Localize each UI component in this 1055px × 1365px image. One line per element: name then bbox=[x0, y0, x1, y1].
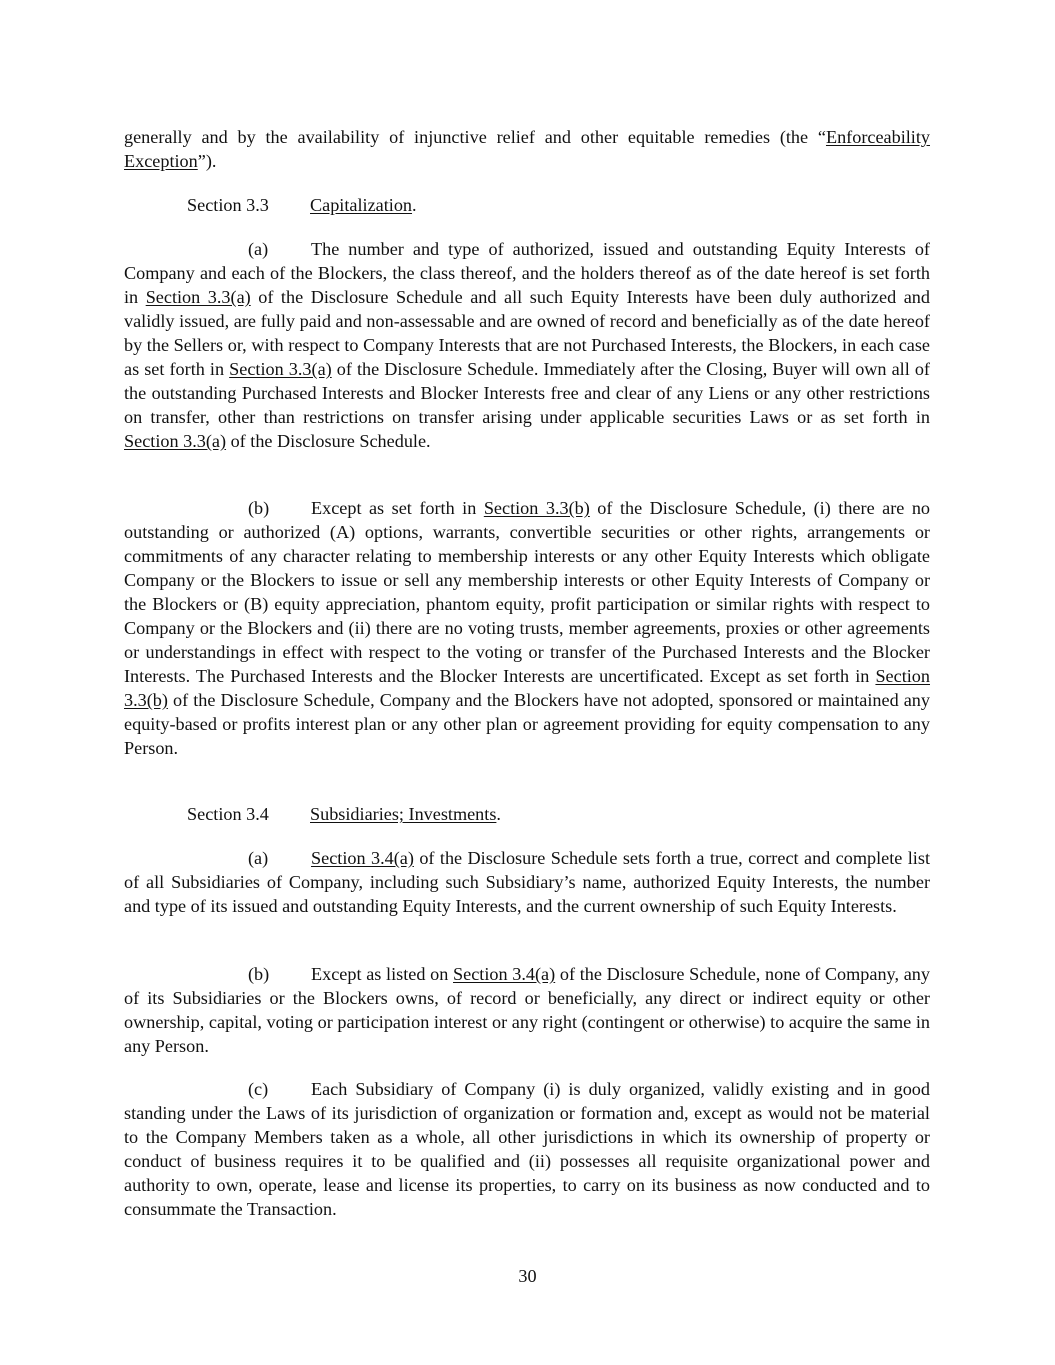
section-3-3-heading bbox=[187, 193, 417, 217]
paragraph-3-3-a bbox=[124, 237, 930, 453]
cross-reference: Section 3.4(a) bbox=[453, 964, 556, 984]
cross-reference: Section 3.3(b) bbox=[124, 666, 930, 710]
clause-label: (a) bbox=[248, 239, 269, 259]
text-run: . bbox=[412, 195, 417, 215]
text-run: of the Disclosure Schedule and all such Equity Interests have been duly authorized and validly issued, are fully paid and non-assessable and are owned of record and beneficially as of the date hereof by the Sellers or, with respect to Company Interests that are not Purchased Interests, the Blockers, in each case as set forth in bbox=[124, 287, 930, 379]
defined-term: Enforceability Exception bbox=[124, 127, 930, 171]
paragraph-3-4-a bbox=[124, 846, 930, 918]
paragraph-3-4-b bbox=[124, 962, 930, 1058]
text-run: . bbox=[496, 804, 501, 824]
clause-label: (a) bbox=[248, 848, 269, 868]
section-title: Capitalization bbox=[310, 195, 413, 215]
cross-reference: Section 3.3(a) bbox=[124, 431, 227, 451]
intro-paragraph bbox=[124, 125, 930, 173]
text-run: ”). bbox=[197, 151, 217, 171]
text-run: of the Disclosure Schedule, none of Company, any of its Subsidiaries or the Blockers owns, of record or beneficially, any direct or indirect equity or other ownership, capital, voting or participation interest or any right (contingent or otherwise) to acquire the same in any Person. bbox=[124, 964, 930, 1056]
cross-reference: Section 3.3(a) bbox=[145, 287, 251, 307]
text-run: of the Disclosure Schedule, (i) there are no outstanding or authorized (A) options, warrants, convertible securities or other rights, arrangements or commitments of any character relating to membership interests or any other Equity Interests which obligate Company or the Blockers to issue or sell any membership interests or other Equity Interests of Company or the Blockers or (B) equity appreciation, phantom equity, profit participation or similar rights with respect to Company or the Blockers and (ii) there are no voting trusts, member agreements, proxies or other agreements or understandings in effect with respect to the voting or transfer of the Purchased Interests and the Blocker Interests. The Purchased Interests and the Blocker Interests are uncertificated. Except as set forth in bbox=[124, 498, 931, 686]
section-number: Section 3.4 bbox=[187, 804, 269, 824]
paragraph-3-4-c bbox=[124, 1077, 930, 1221]
cross-reference: Section 3.3(b) bbox=[483, 498, 590, 518]
cross-reference: Section 3.4(a) bbox=[311, 848, 414, 868]
clause-label: (b) bbox=[248, 964, 270, 984]
cross-reference: Section 3.3(a) bbox=[229, 359, 332, 379]
clause-label: (b) bbox=[248, 498, 270, 518]
section-3-4-heading bbox=[187, 802, 501, 826]
text-run: Except as listed on bbox=[311, 964, 454, 984]
paragraph-3-3-b bbox=[124, 496, 930, 760]
text-run: generally and by the availability of injunctive relief and other equitable remedies (the “ bbox=[124, 127, 826, 147]
text-run: of the Disclosure Schedule. bbox=[226, 431, 431, 451]
text-run: Each Subsidiary of Company (i) is duly organized, validly existing and in good standing under the Laws of its jurisdiction of organization or formation and, except as would not be material to the Company Members taken as a whole, all other jurisdictions in which its ownership of property or conduct of business requires it to be qualified and (ii) possesses all requisite organizational power and authority to own, operate, lease and license its properties, to carry on its business as now conducted and to consummate the Transaction. bbox=[124, 1079, 930, 1219]
text-run: Except as set forth in bbox=[311, 498, 484, 518]
text-run: of the Disclosure Schedule. Immediately after the Closing, Buyer will own all of the outstanding Purchased Interests and Blocker Interests free and clear of any Liens or any other restrictions on transfer, other than restrictions on transfer arising under applicable securities Laws or as set forth in bbox=[124, 359, 930, 427]
text-run: The number and type of authorized, issued and outstanding Equity Interests of Company and each of the Blockers, the class thereof, and the holders thereof as of the date hereof is set forth in bbox=[124, 239, 930, 307]
text-run: of the Disclosure Schedule sets forth a true, correct and complete list of all Subsidiaries of Company, including such Subsidiary’s name, authorized Equity Interests, the number and type of its issued and outstanding Equity Interests, and the current ownership of such Equity Interests. bbox=[124, 848, 930, 916]
clause-label: (c) bbox=[248, 1079, 269, 1099]
page-number: 30 bbox=[518, 1266, 537, 1286]
section-title: Subsidiaries; Investments bbox=[310, 804, 497, 824]
text-run: of the Disclosure Schedule, Company and the Blockers have not adopted, sponsored or maintained any equity-based or profits interest plan or any other plan or agreement providing for equity compensation to any Person. bbox=[124, 690, 930, 758]
section-number: Section 3.3 bbox=[187, 195, 269, 215]
